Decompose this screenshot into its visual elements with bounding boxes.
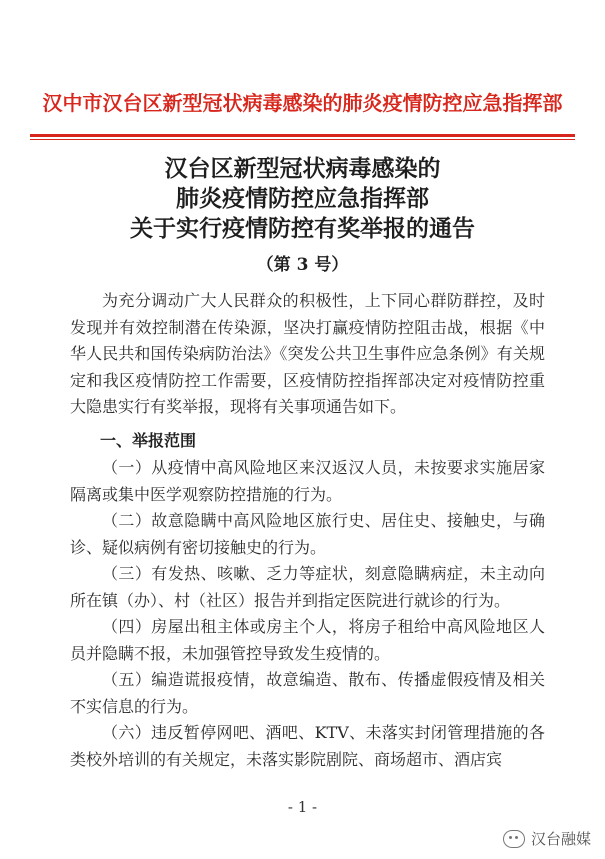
title-line-2: 肺炎疫情防控应急指挥部 — [176, 185, 429, 212]
page-number: - 1 - — [287, 798, 318, 816]
watermark-text: 汉台融媒 — [530, 830, 591, 848]
list-item: （六）违反暂停网吧、酒吧、KTV、未落实封闭管理措施的各类校外培训的有关规定，未落实影院剧院、商场超市、酒店宾 — [70, 723, 545, 769]
title-line-1: 汉台区新型冠状病毒感染的 — [164, 155, 441, 182]
report-scope-list — [70, 455, 545, 773]
section-heading: 一、举报范围 — [100, 431, 197, 450]
document-number: （第 3 号） — [256, 255, 349, 275]
watermark — [503, 828, 591, 849]
intro-paragraph: 为充分调动广大人民群众的积极性，上下同心群防群控，及时发现并有效控制潜在传染源，坚决打赢疫情防控阻击战，根据《中华人民共和国传染病防治法》《突发公共卫生事件应急条例》有关规定和我区疫情防控工作需要，区疫情防控指挥部决定对疫情防控重大隐患实行有奖举报，现将有关事项通告如下。 — [70, 291, 545, 416]
red-rule-thick — [30, 134, 575, 137]
title-line-3: 关于实行疫情防控有奖举报的通告 — [130, 215, 475, 242]
list-item: （一）从疫情中高风险地区来汉返汉人员，未按要求实施居家隔离或集中医学观察防控措施的行为。 — [70, 458, 545, 504]
list-item: （二）故意隐瞒中高风险地区旅行史、居住史、接触史，与确诊、疑似病例有密切接触史的行为。 — [70, 511, 545, 557]
list-item: （三）有发热、咳嗽、乏力等症状，刻意隐瞒病症，未主动向所在镇（办）、村（社区）报告并到指定医院进行就诊的行为。 — [70, 564, 545, 610]
red-rule-thin — [30, 139, 575, 140]
wechat-icon — [503, 830, 525, 848]
masthead: 汉中市汉台区新型冠状病毒感染的肺炎疫情防控应急指挥部 — [42, 91, 563, 115]
list-item: （五）编造谎报疫情，故意编造、散布、传播虚假疫情及相关不实信息的行为。 — [70, 670, 545, 716]
list-item: （四）房屋出租主体或房主个人，将房子租给中高风险地区人员并隐瞒不报，未加强管控导致发生疫情的。 — [70, 617, 545, 663]
